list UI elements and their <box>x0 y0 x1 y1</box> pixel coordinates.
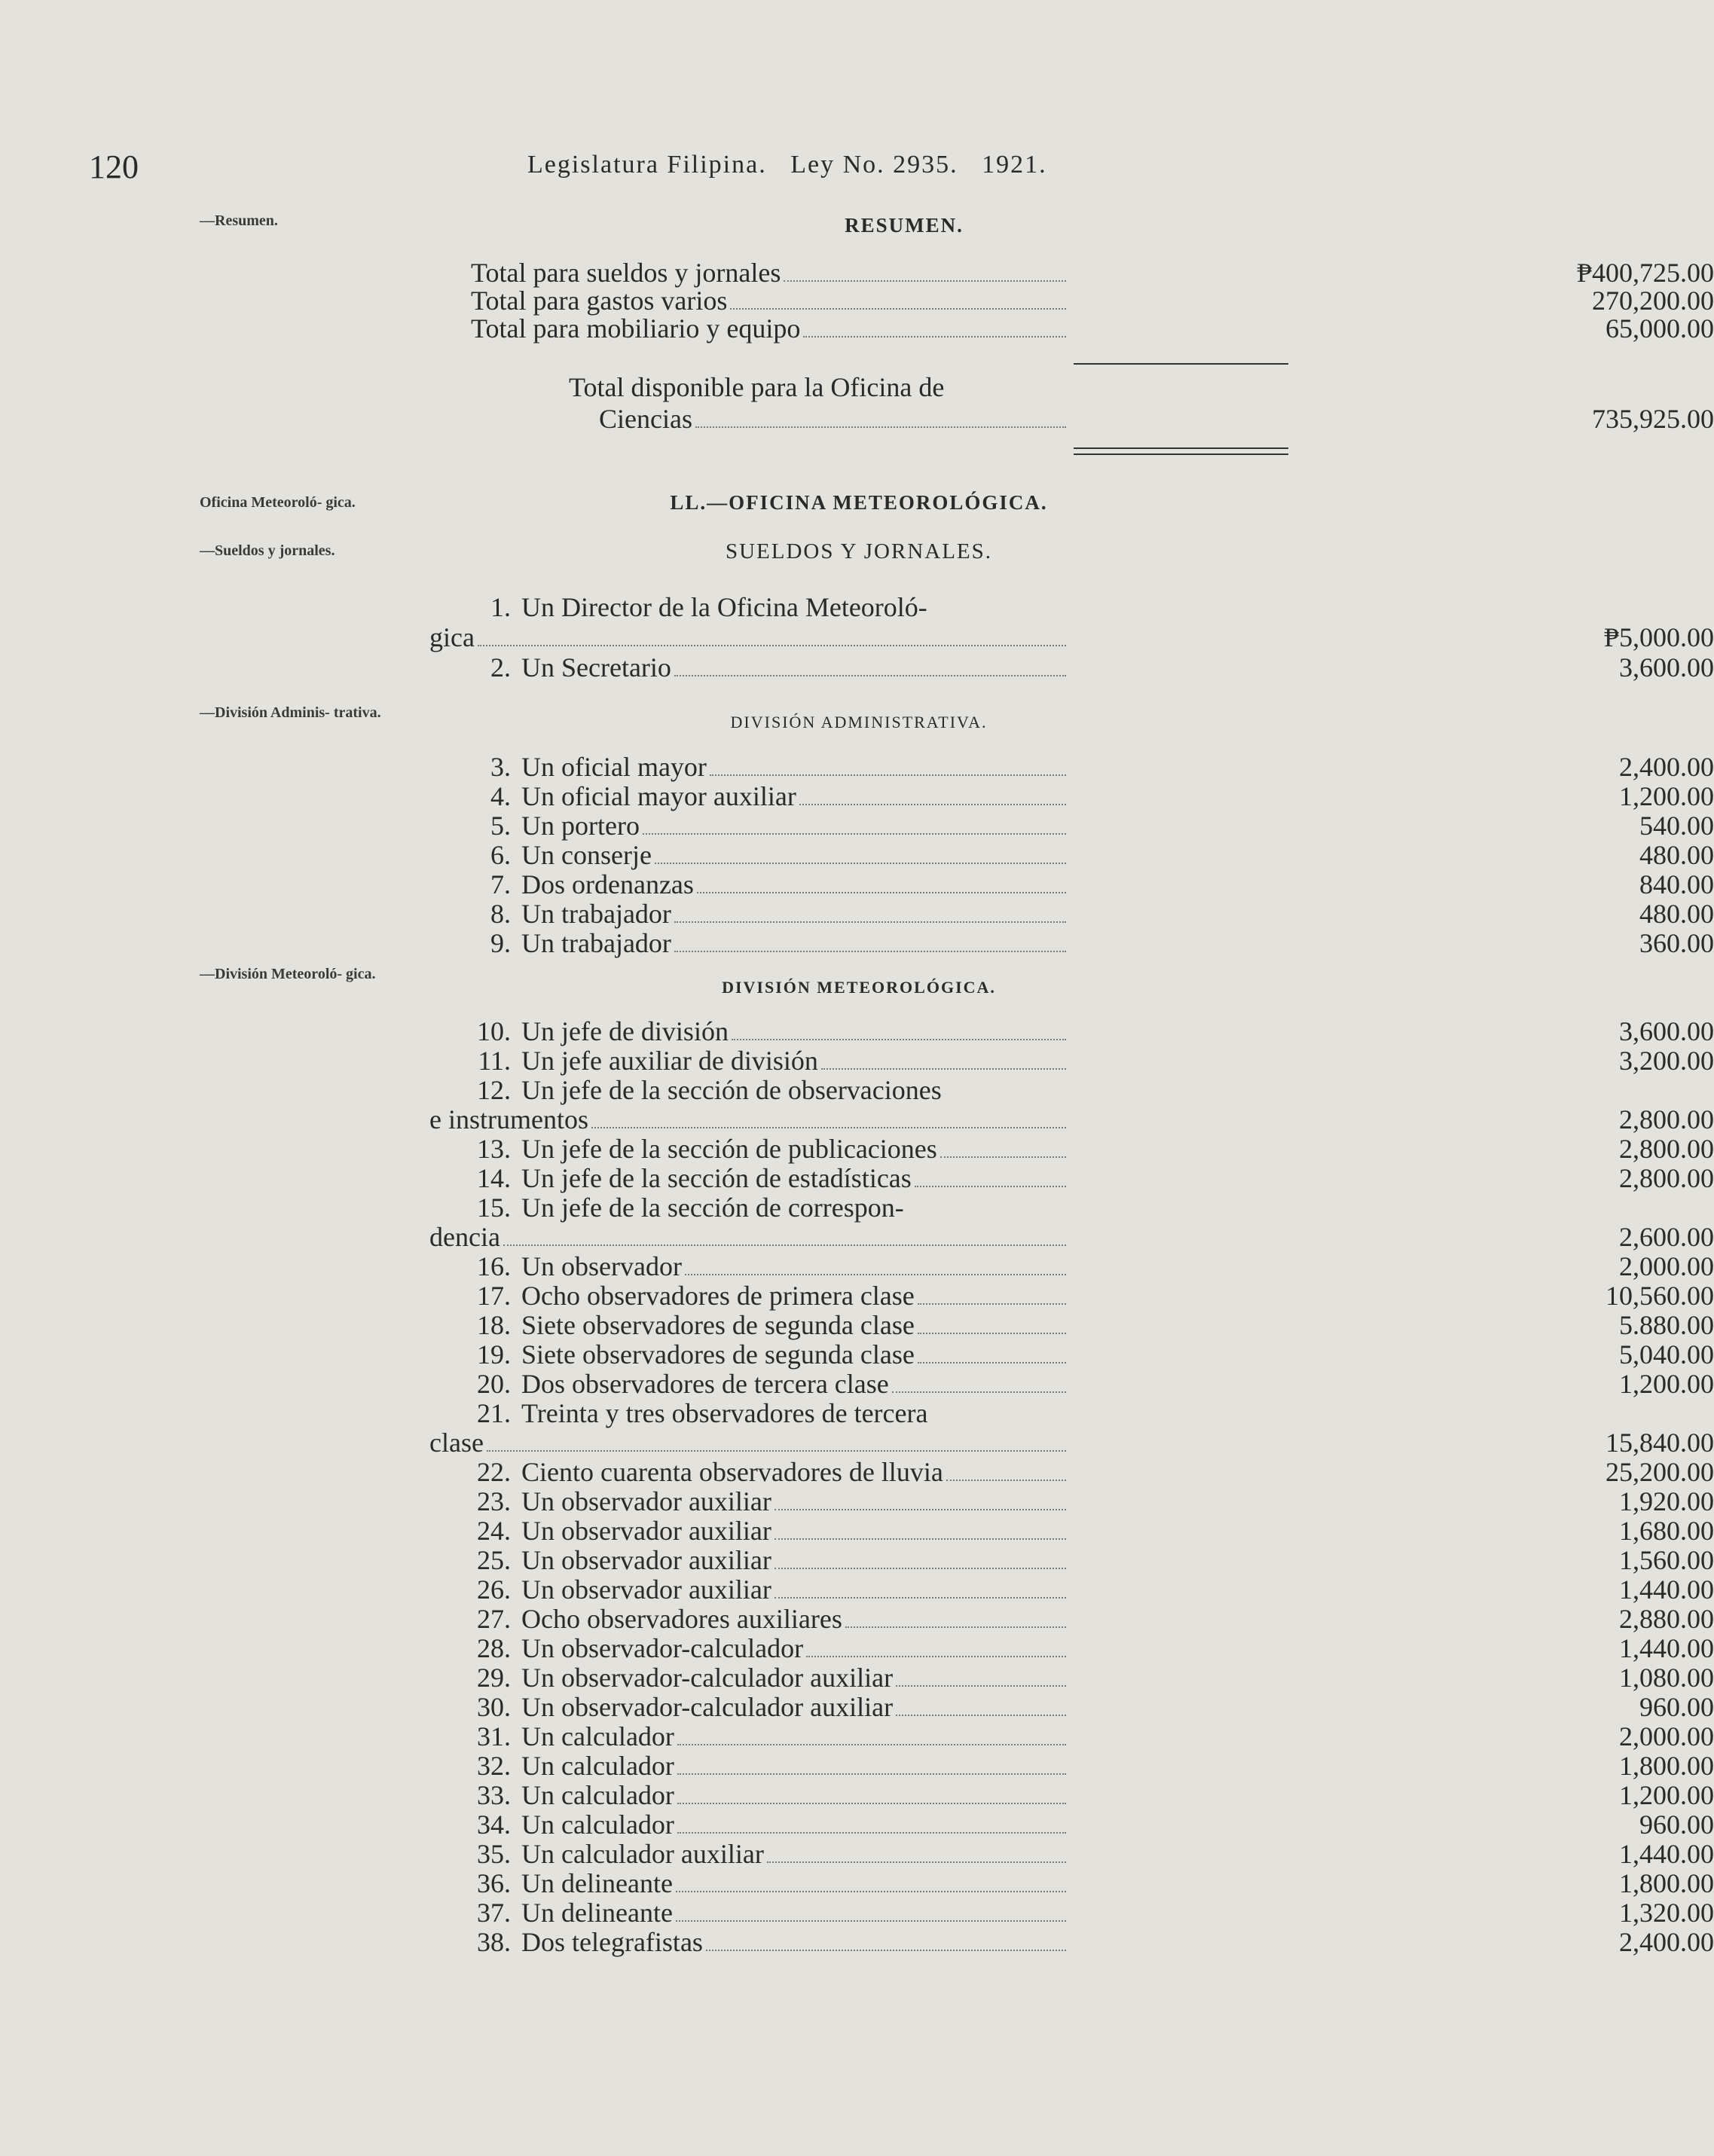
item-row <box>429 1927 1714 1957</box>
resumen-total-line1: Total disponible para la Oficina de <box>569 372 945 402</box>
leader-dots <box>918 1302 1066 1305</box>
item-amount: ₱5,000.00 <box>1603 622 1714 652</box>
item-number: 19. <box>477 1339 511 1370</box>
leader-dots <box>892 1390 1066 1393</box>
leader-dots <box>676 1919 1066 1922</box>
leader-dots <box>643 832 1066 835</box>
item-row <box>429 928 1714 958</box>
item-amount: 1,440.00 <box>1619 1633 1714 1663</box>
item-label: Un jefe auxiliar de división <box>521 1046 818 1076</box>
item-label: Ocho observadores auxiliares <box>521 1604 842 1634</box>
item-label: Un observador-calculador auxiliar <box>521 1692 894 1722</box>
leader-dots <box>697 890 1066 893</box>
item-number: 24. <box>477 1516 511 1546</box>
resumen-amount: 270,200.00 <box>1592 286 1714 316</box>
item-number: 8. <box>490 899 511 929</box>
item-number: 33. <box>477 1780 511 1810</box>
leader-dots <box>674 920 1066 923</box>
item-label: Un calculador auxiliar <box>521 1839 764 1869</box>
item-number: 35. <box>477 1839 511 1869</box>
item-number: 37. <box>477 1898 511 1928</box>
resumen-total-amount: 735,925.00 <box>1592 404 1714 434</box>
item-amount: 1,440.00 <box>1619 1839 1714 1869</box>
item-label: Un calculador <box>521 1751 674 1781</box>
item-number: 11. <box>478 1046 511 1076</box>
item-amount: 480.00 <box>1639 840 1714 870</box>
leader-dots <box>946 1478 1066 1481</box>
item-row <box>429 1075 1288 1105</box>
leader-dots <box>503 1243 1066 1246</box>
total-rule-2 <box>1074 453 1288 455</box>
running-head <box>527 151 1047 179</box>
item-label: Un jefe de la sección de correspon- <box>521 1193 904 1223</box>
item-label: Un trabajador <box>521 928 671 958</box>
running-head-right: 1921. <box>982 151 1047 179</box>
item-amount: 5.880.00 <box>1619 1310 1714 1340</box>
leader-dots <box>674 673 1066 676</box>
item-row-cont <box>429 1428 1714 1458</box>
leader-dots <box>775 1507 1066 1510</box>
item-number: 1. <box>490 592 511 622</box>
margin-note-div-met: —División Meteoroló- gica. <box>200 966 376 982</box>
item-row <box>429 1046 1714 1076</box>
resumen-total-row <box>429 404 1714 434</box>
item-amount: 15,840.00 <box>1606 1428 1714 1458</box>
item-number: 26. <box>477 1574 511 1605</box>
item-row <box>429 1868 1714 1898</box>
leader-dots <box>821 1067 1066 1070</box>
resumen-row <box>429 258 1714 288</box>
item-number: 36. <box>477 1868 511 1898</box>
item-number: 31. <box>477 1721 511 1751</box>
item-number: 6. <box>490 840 511 870</box>
margin-note-div-admin: —División Adminis- trativa. <box>200 704 381 721</box>
resumen-label: Total para gastos varios <box>471 286 728 316</box>
item-row <box>429 899 1714 929</box>
item-label: Un jefe de división <box>521 1016 729 1046</box>
item-amount: 3,600.00 <box>1619 652 1714 683</box>
item-label: Ocho observadores de primera clase <box>521 1281 915 1311</box>
item-label: Un observador auxiliar <box>521 1516 771 1546</box>
item-amount: 2,400.00 <box>1619 752 1714 782</box>
item-row <box>429 1339 1714 1370</box>
item-amount: 2,600.00 <box>1619 1222 1714 1252</box>
item-row <box>429 1663 1714 1693</box>
item-row <box>429 592 1288 622</box>
item-amount: 3,200.00 <box>1619 1046 1714 1076</box>
item-number: 32. <box>477 1751 511 1781</box>
item-row <box>429 1751 1714 1781</box>
item-number: 17. <box>477 1281 511 1311</box>
item-number: 2. <box>490 652 511 683</box>
item-row <box>429 869 1714 899</box>
leader-dots <box>803 334 1066 337</box>
item-number: 9. <box>490 928 511 958</box>
leader-dots <box>799 802 1066 805</box>
item-number: 28. <box>477 1633 511 1663</box>
item-label: Un delineante <box>521 1898 673 1928</box>
item-amount: 1,200.00 <box>1619 1780 1714 1810</box>
section-heading: LL.—OFICINA METEOROLÓGICA. <box>670 491 1048 514</box>
item-row <box>429 1692 1714 1722</box>
item-row <box>429 1721 1714 1751</box>
item-amount: 1,800.00 <box>1619 1751 1714 1781</box>
resumen-row <box>429 286 1714 316</box>
leader-dots <box>940 1155 1066 1158</box>
item-row <box>429 781 1714 811</box>
resumen-row <box>429 313 1714 344</box>
item-number: 18. <box>477 1310 511 1340</box>
leader-dots <box>695 425 1066 428</box>
item-number: 16. <box>477 1251 511 1281</box>
item-number: 38. <box>477 1927 511 1957</box>
running-head-middle: Ley No. 2935. <box>790 151 958 179</box>
resumen-heading: RESUMEN. <box>845 214 964 237</box>
item-label: Un conserje <box>521 840 652 870</box>
leader-dots <box>896 1713 1066 1716</box>
item-amount: 480.00 <box>1639 899 1714 929</box>
item-amount: 540.00 <box>1639 811 1714 841</box>
item-label: Un jefe de la sección de estadísticas <box>521 1163 912 1193</box>
leader-dots <box>706 1948 1066 1951</box>
margin-note-sueldos: —Sueldos y jornales. <box>200 542 335 559</box>
resumen-amount: 65,000.00 <box>1606 313 1714 344</box>
item-number: 15. <box>477 1193 511 1223</box>
resumen-amount: ₱400,725.00 <box>1576 258 1714 288</box>
item-label: Un oficial mayor auxiliar <box>521 781 796 811</box>
item-label: Treinta y tres observadores de tercera <box>521 1398 928 1428</box>
item-number: 7. <box>490 869 511 899</box>
leader-dots <box>677 1831 1066 1834</box>
item-row <box>429 1486 1714 1516</box>
leader-dots <box>732 1037 1066 1040</box>
leader-dots <box>845 1625 1066 1628</box>
item-label: Un observador auxiliar <box>521 1574 771 1605</box>
item-label-cont: clase <box>429 1428 484 1458</box>
resumen-total-label: Ciencias <box>599 404 692 434</box>
item-label: Un jefe de la sección de publicaciones <box>521 1134 937 1164</box>
leader-dots <box>487 1449 1066 1452</box>
margin-note-resumen: —Resumen. <box>200 212 278 229</box>
item-number: 10. <box>477 1016 511 1046</box>
leader-dots <box>806 1654 1066 1657</box>
item-label: Un trabajador <box>521 899 671 929</box>
item-amount: 2,000.00 <box>1619 1251 1714 1281</box>
item-number: 29. <box>477 1663 511 1693</box>
item-amount: 2,800.00 <box>1619 1104 1714 1134</box>
item-row <box>429 1134 1714 1164</box>
item-row <box>429 1780 1714 1810</box>
leader-dots <box>767 1860 1066 1863</box>
item-number: 4. <box>490 781 511 811</box>
item-number: 3. <box>490 752 511 782</box>
item-label: Un observador <box>521 1251 682 1281</box>
item-number: 23. <box>477 1486 511 1516</box>
leader-dots <box>677 1772 1066 1775</box>
leader-dots <box>775 1596 1066 1599</box>
item-amount: 840.00 <box>1639 869 1714 899</box>
leader-dots <box>784 279 1066 282</box>
item-number: 21. <box>477 1398 511 1428</box>
item-row-cont <box>429 622 1714 652</box>
item-amount: 10,560.00 <box>1606 1281 1714 1311</box>
total-rule-1 <box>1074 447 1288 449</box>
item-label: Un delineante <box>521 1868 673 1898</box>
item-row <box>429 1251 1714 1281</box>
item-amount: 3,600.00 <box>1619 1016 1714 1046</box>
item-amount: 960.00 <box>1639 1692 1714 1722</box>
leader-dots <box>676 1889 1066 1892</box>
item-amount: 1,920.00 <box>1619 1486 1714 1516</box>
item-label: Un observador-calculador <box>521 1633 804 1663</box>
leader-dots <box>730 307 1066 310</box>
leader-dots <box>677 1742 1066 1745</box>
item-amount: 1,680.00 <box>1619 1516 1714 1546</box>
item-label: Dos ordenanzas <box>521 869 694 899</box>
met-heading: DIVISIÓN METEOROLÓGICA. <box>722 978 996 997</box>
item-row <box>429 1633 1714 1663</box>
item-row <box>429 1839 1714 1869</box>
item-amount: 2,400.00 <box>1619 1927 1714 1957</box>
item-row <box>429 1545 1714 1575</box>
subtotal-rule <box>1074 363 1288 365</box>
item-amount: 2,000.00 <box>1619 1721 1714 1751</box>
item-label: Siete observadores de segunda clase <box>521 1339 915 1370</box>
item-number: 12. <box>477 1075 511 1105</box>
item-amount: 1,200.00 <box>1619 1369 1714 1399</box>
leader-dots <box>775 1537 1066 1540</box>
sueldos-heading: SUELDOS Y JORNALES. <box>725 539 993 563</box>
item-row <box>429 1898 1714 1928</box>
resumen-label: Total para mobiliario y equipo <box>471 313 801 344</box>
item-number: 25. <box>477 1545 511 1575</box>
item-number: 20. <box>477 1369 511 1399</box>
item-row <box>429 1516 1714 1546</box>
leader-dots <box>655 861 1066 864</box>
item-label: Un Director de la Oficina Meteoroló- <box>521 592 927 622</box>
leader-dots <box>677 1801 1066 1804</box>
item-row-cont <box>429 1222 1714 1252</box>
item-label: Siete observadores de segunda clase <box>521 1310 915 1340</box>
leader-dots <box>775 1566 1066 1569</box>
item-amount: 960.00 <box>1639 1809 1714 1840</box>
item-label: Un oficial mayor <box>521 752 707 782</box>
item-number: 30. <box>477 1692 511 1722</box>
item-label: Un calculador <box>521 1721 674 1751</box>
item-row <box>429 1604 1714 1634</box>
item-row <box>429 652 1714 683</box>
item-row <box>429 1809 1714 1840</box>
item-row <box>429 840 1714 870</box>
item-label: Un calculador <box>521 1809 674 1840</box>
item-amount: 1,560.00 <box>1619 1545 1714 1575</box>
running-head-left: Legislatura Filipina. <box>527 151 767 179</box>
item-row <box>429 1457 1714 1487</box>
item-label: Un observador auxiliar <box>521 1545 771 1575</box>
leader-dots <box>710 773 1066 776</box>
item-row-cont <box>429 1104 1714 1134</box>
item-amount: 1,800.00 <box>1619 1868 1714 1898</box>
item-amount: 25,200.00 <box>1606 1457 1714 1487</box>
leader-dots <box>896 1684 1066 1687</box>
item-label: Un portero <box>521 811 640 841</box>
leader-dots <box>918 1360 1066 1364</box>
leader-dots <box>915 1184 1066 1187</box>
item-row <box>429 1193 1288 1223</box>
item-row <box>429 1281 1714 1311</box>
item-amount: 2,800.00 <box>1619 1163 1714 1193</box>
item-amount: 5,040.00 <box>1619 1339 1714 1370</box>
item-row <box>429 1369 1714 1399</box>
leader-dots <box>685 1272 1066 1275</box>
item-amount: 360.00 <box>1639 928 1714 958</box>
item-amount: 1,320.00 <box>1619 1898 1714 1928</box>
item-row <box>429 811 1714 841</box>
item-number: 34. <box>477 1809 511 1840</box>
item-number: 13. <box>477 1134 511 1164</box>
margin-note-oficina: Oficina Meteoroló- gica. <box>200 494 356 511</box>
admin-heading: DIVISIÓN ADMINISTRATIVA. <box>730 713 988 731</box>
item-row <box>429 1398 1288 1428</box>
item-label: Un observador-calculador auxiliar <box>521 1663 894 1693</box>
item-label-cont: e instrumentos <box>429 1104 588 1134</box>
item-amount: 1,080.00 <box>1619 1663 1714 1693</box>
leader-dots <box>674 949 1066 952</box>
leader-dots <box>591 1125 1066 1128</box>
item-amount: 2,800.00 <box>1619 1134 1714 1164</box>
item-label: Un observador auxiliar <box>521 1486 771 1516</box>
item-number: 5. <box>490 811 511 841</box>
item-number: 27. <box>477 1604 511 1634</box>
item-row <box>429 752 1714 782</box>
item-label: Un Secretario <box>521 652 671 683</box>
item-number: 14. <box>477 1163 511 1193</box>
item-label: Ciento cuarenta observadores de lluvia <box>521 1457 943 1487</box>
item-label-cont: gica <box>429 622 475 652</box>
item-row <box>429 1163 1714 1193</box>
item-row <box>429 1574 1714 1605</box>
leader-dots <box>918 1331 1066 1334</box>
leader-dots <box>478 643 1066 646</box>
page-number: 120 <box>89 148 139 185</box>
item-row <box>429 1016 1714 1046</box>
item-number: 22. <box>477 1457 511 1487</box>
item-label: Dos telegrafistas <box>521 1927 703 1957</box>
item-amount: 1,200.00 <box>1619 781 1714 811</box>
resumen-label: Total para sueldos y jornales <box>471 258 781 288</box>
item-label: Un jefe de la sección de observaciones <box>521 1075 942 1105</box>
item-amount: 1,440.00 <box>1619 1574 1714 1605</box>
item-label: Dos observadores de tercera clase <box>521 1369 889 1399</box>
item-label: Un calculador <box>521 1780 674 1810</box>
item-label-cont: dencia <box>429 1222 500 1252</box>
item-row <box>429 1310 1714 1340</box>
item-amount: 2,880.00 <box>1619 1604 1714 1634</box>
